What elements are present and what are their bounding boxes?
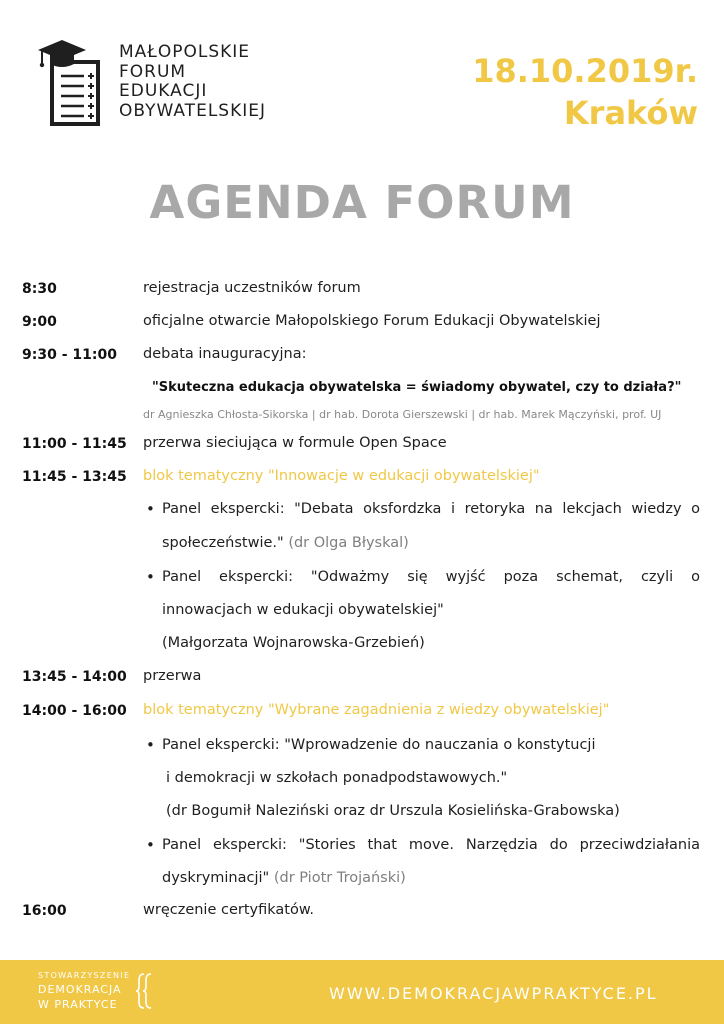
- debate-quote: "Skuteczna edukacja obywatelska = świadomy obywatel, czy to działa?": [152, 380, 682, 395]
- footer-bar: [0, 960, 724, 1024]
- panel-line: Panel ekspercki: "Debata oksfordzka i retoryka na lekcjach wiedzy o: [162, 501, 700, 517]
- logo-line: EDUKACJI: [119, 81, 208, 101]
- bullet: •: [146, 836, 155, 854]
- logo-line: MAŁOPOLSKIE: [119, 42, 251, 62]
- agenda-time: 14:00 - 16:00: [22, 703, 127, 719]
- panel-author: (dr Olga Błyskal): [288, 535, 409, 551]
- agenda-time: 13:45 - 14:00: [22, 669, 127, 685]
- panel-author: (Małgorzata Wojnarowska-Grzebień): [162, 635, 425, 651]
- double-brace-icon: [136, 972, 156, 1010]
- panel-line: Panel ekspercki: "Stories that move. Narzędzia do przeciwdziałania: [162, 837, 700, 853]
- agenda-time: 11:45 - 13:45: [22, 469, 127, 485]
- agenda-time: 9:00: [22, 314, 57, 330]
- bullet: •: [146, 500, 155, 518]
- agenda-block-title: blok tematyczny "Innowacje w edukacji obywatelskiej": [143, 468, 540, 484]
- agenda-text: rejestracja uczestników forum: [143, 280, 361, 296]
- bullet: •: [146, 568, 155, 586]
- event-city: Kraków: [563, 94, 698, 132]
- panel-line-end: [162, 870, 406, 886]
- organization-logo: [38, 970, 130, 1012]
- agenda-text: debata inauguracyjna:: [143, 346, 307, 362]
- panel-line: społeczeństwie.": [162, 535, 284, 551]
- page-title: AGENDA FORUM: [149, 176, 575, 229]
- agenda-text: wręczenie certyfikatów.: [143, 902, 314, 918]
- debate-speakers: dr Agnieszka Chłosta-Sikorska | dr hab. Dorota Gierszewski | dr hab. Marek Mączyński, prof. UJ: [143, 408, 662, 421]
- panel-line: Panel ekspercki: "Wprowadzenie do nauczania o konstytucji: [162, 737, 596, 753]
- panel-author: (dr Piotr Trojański): [273, 870, 406, 886]
- agenda-time: 11:00 - 11:45: [22, 436, 127, 452]
- logo-line: FORUM: [119, 61, 187, 82]
- org-name-line: W PRAKTYCE: [38, 998, 118, 1011]
- bullet: •: [146, 736, 155, 754]
- agenda-time: 16:00: [22, 903, 67, 919]
- panel-line-end: [162, 535, 409, 551]
- agenda-text: przerwa sieciująca w formule Open Space: [143, 435, 447, 451]
- agenda-text: przerwa: [143, 668, 202, 684]
- org-name-line: DEMOKRACJA: [38, 983, 122, 996]
- logo-line: OBYWATELSKIEJ: [119, 100, 266, 121]
- agenda-text: oficjalne otwarcie Małopolskiego Forum Edukacji Obywatelskiej: [143, 313, 601, 329]
- org-name-line: STOWARZYSZENIE: [38, 971, 131, 980]
- website-link[interactable]: WWW.DEMOKRACJAWPRAKTYCE.PL: [329, 984, 658, 1003]
- event-date: 18.10.2019r.: [472, 52, 698, 90]
- panel-line: i demokracji w szkołach ponadpodstawowych.": [166, 770, 508, 786]
- panel-author: (dr Bogumił Naleziński oraz dr Urszula Kosielińska-Grabowska): [166, 803, 620, 819]
- panel-line: Panel ekspercki: "Odważmy się wyjść poza schemat, czyli o: [162, 569, 700, 585]
- panel-line: innowacjach w edukacji obywatelskiej": [162, 602, 444, 618]
- agenda-time: 9:30 - 11:00: [22, 347, 117, 363]
- agenda-time: 8:30: [22, 281, 57, 297]
- agenda-block-title: blok tematyczny "Wybrane zagadnienia z wiedzy obywatelskiej": [143, 702, 610, 718]
- panel-line: dyskryminacji": [162, 870, 270, 886]
